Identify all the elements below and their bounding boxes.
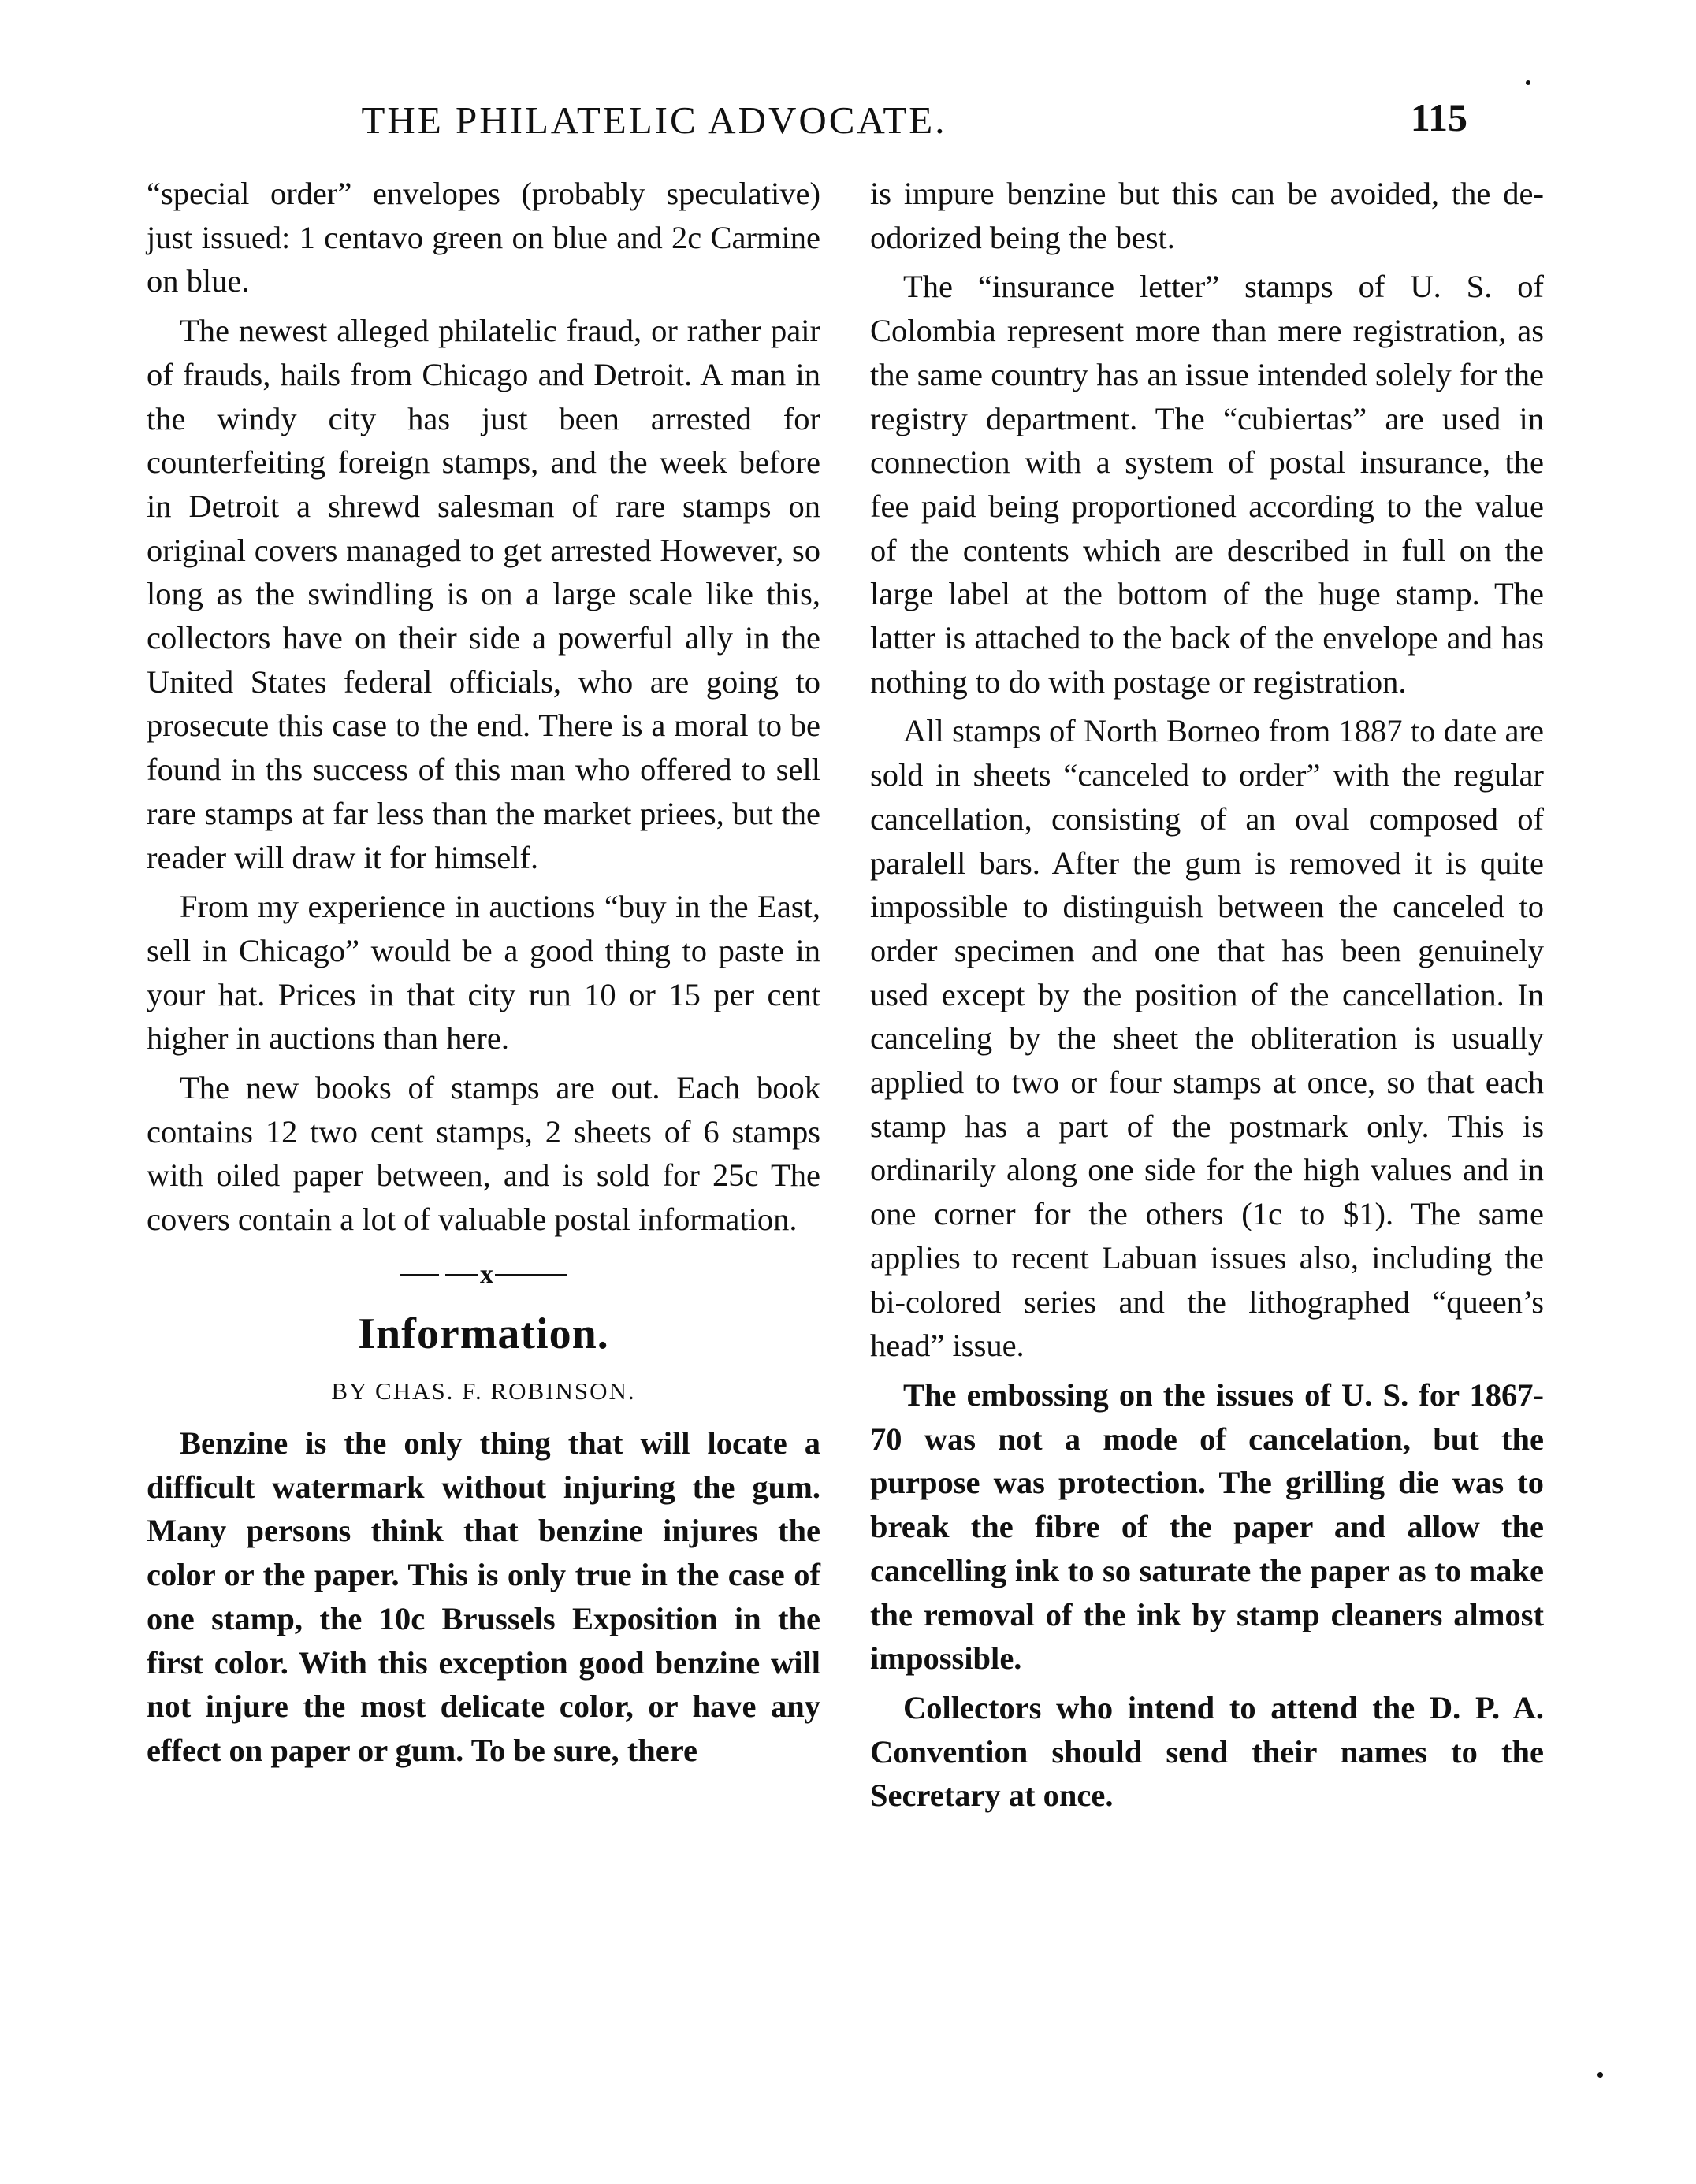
paragraph-insurance-letter: The “insurance letter” stamps of U. S. of Colombia represent more than mere registration, as the same country has an issue intended solely for the registry department. The “cubiertas” are used in connection with a system of postal insurance, the fee paid being proportioned according to the value of the contents which are described in full on the large label at the bottom of the huge stamp. The latter is attached to the back of the envelope and has nothing to do with postage or registration. [870, 269, 1544, 700]
printer-speck [1597, 2072, 1603, 2078]
paragraph-philatelic-fraud: The newest alleged philatelic fraud, or rather pair of frauds, hails from Chicago and Detroit. A man in the windy city has just been arrested for counterfeiting foreign stamps, and the week before in Detroit a shrewd salesman of rare stamps on original covers managed to get arrested However, so long as the swindling is on a large scale like this, collectors have on their side a powerful ally in the United States federal officials, who are going to prosecute this case to the end. There is a moral to be found in ths success of this man who offered to sell rare stamps at far less than the market priees, but the reader will draw it for himself. [147, 313, 820, 875]
paragraph-benzine: Benzine is the only thing that will locate a difficult watermark without injuring the gum. Many persons think that benzine injures the color or the paper. This is only true in the case of one stamp, the 10c Brussels Exposition in the first color. With this exception good benzine will not injure the most delicate color, or have any effect on paper or gum. To be sure, there [147, 1425, 820, 1768]
divider-rule [400, 1274, 439, 1276]
printer-speck [1526, 80, 1530, 85]
right-column [870, 172, 1544, 1818]
page-number: 115 [1410, 95, 1467, 139]
paragraph-embossing: The embossing on the issues of U. S. for 1867-70 was not a mode of cancelation, but the purpose was protection. The grilling die was to break the fibre of the paper and allow the cancelling ink to so saturate the paper as to make the removal of the ink by stamp cleaners almost impossible. [870, 1376, 1544, 1677]
paragraph-envelopes-continued: “special order” envelopes (probably speculative) just issued: 1 centavo green on blue and 2c Carmine on blue. [147, 176, 820, 299]
divider-rule [445, 1274, 478, 1276]
divider-rule [495, 1274, 567, 1276]
paragraph-north-borneo: All stamps of North Borneo from 1887 to date are sold in sheets “canceled to order” with the regular cancellation, consisting of an oval composed of paralell bars. After the gum is removed it is quite impossible to distinguish between the canceled to order specimen and one that has been genuinely used except by the position of the cancellation. In canceling by the sheet the obliteration is usually applied to two or four stamps at once, so that each stamp has a part of the postmark only. This is ordinarily along one side for the high values and in one corner for the others (1c to $1). The same applies to recent Labuan issues also, including the bi-colored series and the lithographed “queen’s head” issue. [870, 713, 1544, 1364]
running-head-title: THE PHILATELIC ADVOCATE. [361, 98, 947, 142]
section-title: Information. [358, 1309, 609, 1359]
paragraph-auctions: From my experience in auctions “buy in the East, sell in Chicago” would be a good thing to paste in your hat. Prices in that city run 10 or 15 per cent higher in auctions than here. [147, 889, 820, 1057]
divider-mark: x [480, 1260, 493, 1290]
section-divider [147, 1257, 820, 1291]
byline: BY CHAS. F. ROBINSON. [331, 1377, 636, 1406]
paragraph-benzine-continued: is impure benzine but this can be avoided, the de-odorized being the best. [870, 176, 1544, 255]
left-column [147, 172, 820, 1773]
paragraph-stamp-books: The new books of stamps are out. Each book contains 12 two cent stamps, 2 sheets of 6 stamps with oiled paper between, and is sold for 25c The covers contain a lot of valuable postal information. [147, 1070, 820, 1238]
paragraph-convention: Collectors who intend to attend the D. P. A. Convention should send their names to the Secretary at once. [870, 1689, 1544, 1814]
